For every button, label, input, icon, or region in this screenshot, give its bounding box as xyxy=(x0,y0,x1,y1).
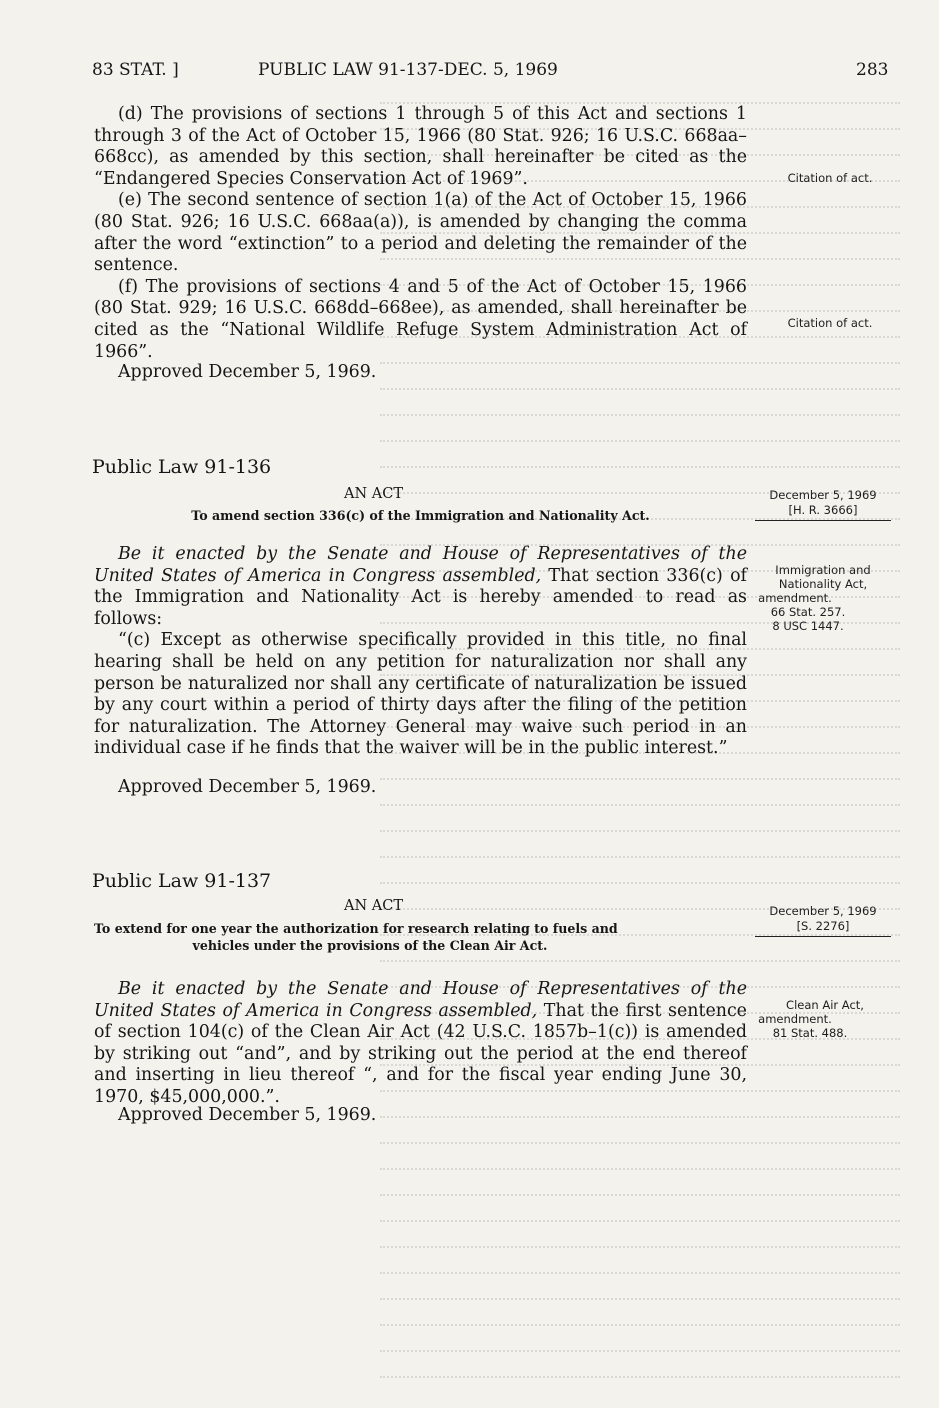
paragraph-f: (f) The provisions of sections 4 and 5 of the Act of October 15, 1966 (80 Stat. 929; 16 U.S.C. 668dd–668ee), as amended, shall hereinafter be cited as the “National Wildlife Refuge System Administration Act of 1966”. xyxy=(94,276,747,362)
law-heading-91-137: Public Law 91-137 xyxy=(92,870,272,892)
margin-date-2: December 5, 1969 xyxy=(769,904,877,918)
purpose-clause-2a: To extend for one year the authorization for research relating to fuels and xyxy=(94,921,618,936)
margin-bill-2: [S. 2276] xyxy=(796,919,850,933)
margin-citation-1: Citation of act. xyxy=(787,171,873,185)
margin-rule-1 xyxy=(755,520,891,521)
paragraph-d: (d) The provisions of sections 1 through 5 of this Act and sections 1 through 3 of the Act of October 15, 1966 (80 Stat. 926; 16 U.S.C. 668aa–668cc), as amended by this section, shall hereinafter be cited as the “Endangered Species Conservation Act of 1969”. xyxy=(94,104,747,189)
margin-note-1c: amendment. xyxy=(758,591,832,605)
margin-note-2c: 81 Stat. 488. xyxy=(772,1026,848,1040)
enactment-section-1 xyxy=(94,544,747,760)
enacting-clause-1 xyxy=(94,544,747,630)
quoted-amendment: “(c) Except as otherwise specifically provided in this title, no final hearing shall be held on any petition for naturalization nor shall any person be naturalized nor shall any certificate of naturalization be issued by any court within a period of thirty days after the filing of the petition for naturalization. The Attorney General may waive such period in an individual case if he finds that the waiver will be in the public interest.” xyxy=(94,630,747,759)
carryover-section xyxy=(94,104,747,363)
enacting-clause-2 xyxy=(94,979,747,1109)
purpose-clause-1: To amend section 336(c) of the Immigration and Nationality Act. xyxy=(191,508,650,523)
margin-bill-1: [H. R. 3666] xyxy=(788,503,858,517)
purpose-clause-2b: vehicles under the provisions of the Clean Air Act. xyxy=(192,938,548,953)
enacting-text-1: That section 336(c) of the Immigration and Nationality Act is hereby amended to read as follows: xyxy=(94,565,747,629)
enacting-text-2: That the first sentence of section 104(c) of the Clean Air Act (42 U.S.C. 1857b–1(c)) is amended by striking out “and”, and by striking out the period at the end thereof and inserting in lieu thereof “, and for the fiscal year ending June 30, 1970, $45,000,000.”. xyxy=(94,1000,747,1107)
enactment-section-2 xyxy=(94,979,747,1109)
margin-note-1a: Immigration and xyxy=(775,563,871,577)
law-heading-91-136: Public Law 91-136 xyxy=(92,456,272,478)
margin-note-2a: Clean Air Act, xyxy=(786,998,864,1012)
volume-reference: 83 STAT. ] xyxy=(92,60,179,80)
an-act-label-2: AN ACT xyxy=(343,898,403,914)
margin-note-1d: 66 Stat. 257. xyxy=(770,605,846,619)
enacting-formula-2: Be it enacted by the Senate and House of Representatives of the United States of America in Congress assembled, xyxy=(94,979,747,1021)
enacting-formula-1: Be it enacted by the Senate and House of Representatives of the United States of America in Congress assembled, xyxy=(94,544,747,586)
margin-note-1e: 8 USC 1447. xyxy=(772,619,844,633)
approved-date-3: Approved December 5, 1969. xyxy=(118,1105,377,1125)
margin-date-1: December 5, 1969 xyxy=(769,488,877,502)
approved-date-2: Approved December 5, 1969. xyxy=(118,777,377,797)
paragraph-e: (e) The second sentence of section 1(a) of the Act of October 15, 1966 (80 Stat. 926; 16 U.S.C. 668aa(a)), is amended by changing the comma after the word “extinction” to a period and deleting the remainder of the sentence. xyxy=(94,190,747,276)
approved-date-1: Approved December 5, 1969. xyxy=(118,362,377,382)
margin-note-2b: amendment. xyxy=(758,1012,832,1026)
page-number: 283 xyxy=(856,60,889,80)
margin-rule-2 xyxy=(755,936,891,937)
running-title: PUBLIC LAW 91-137-DEC. 5, 1969 xyxy=(258,60,558,80)
margin-citation-2: Citation of act. xyxy=(787,316,873,330)
an-act-label-1: AN ACT xyxy=(343,486,403,502)
margin-note-1b: Nationality Act, xyxy=(778,577,868,591)
